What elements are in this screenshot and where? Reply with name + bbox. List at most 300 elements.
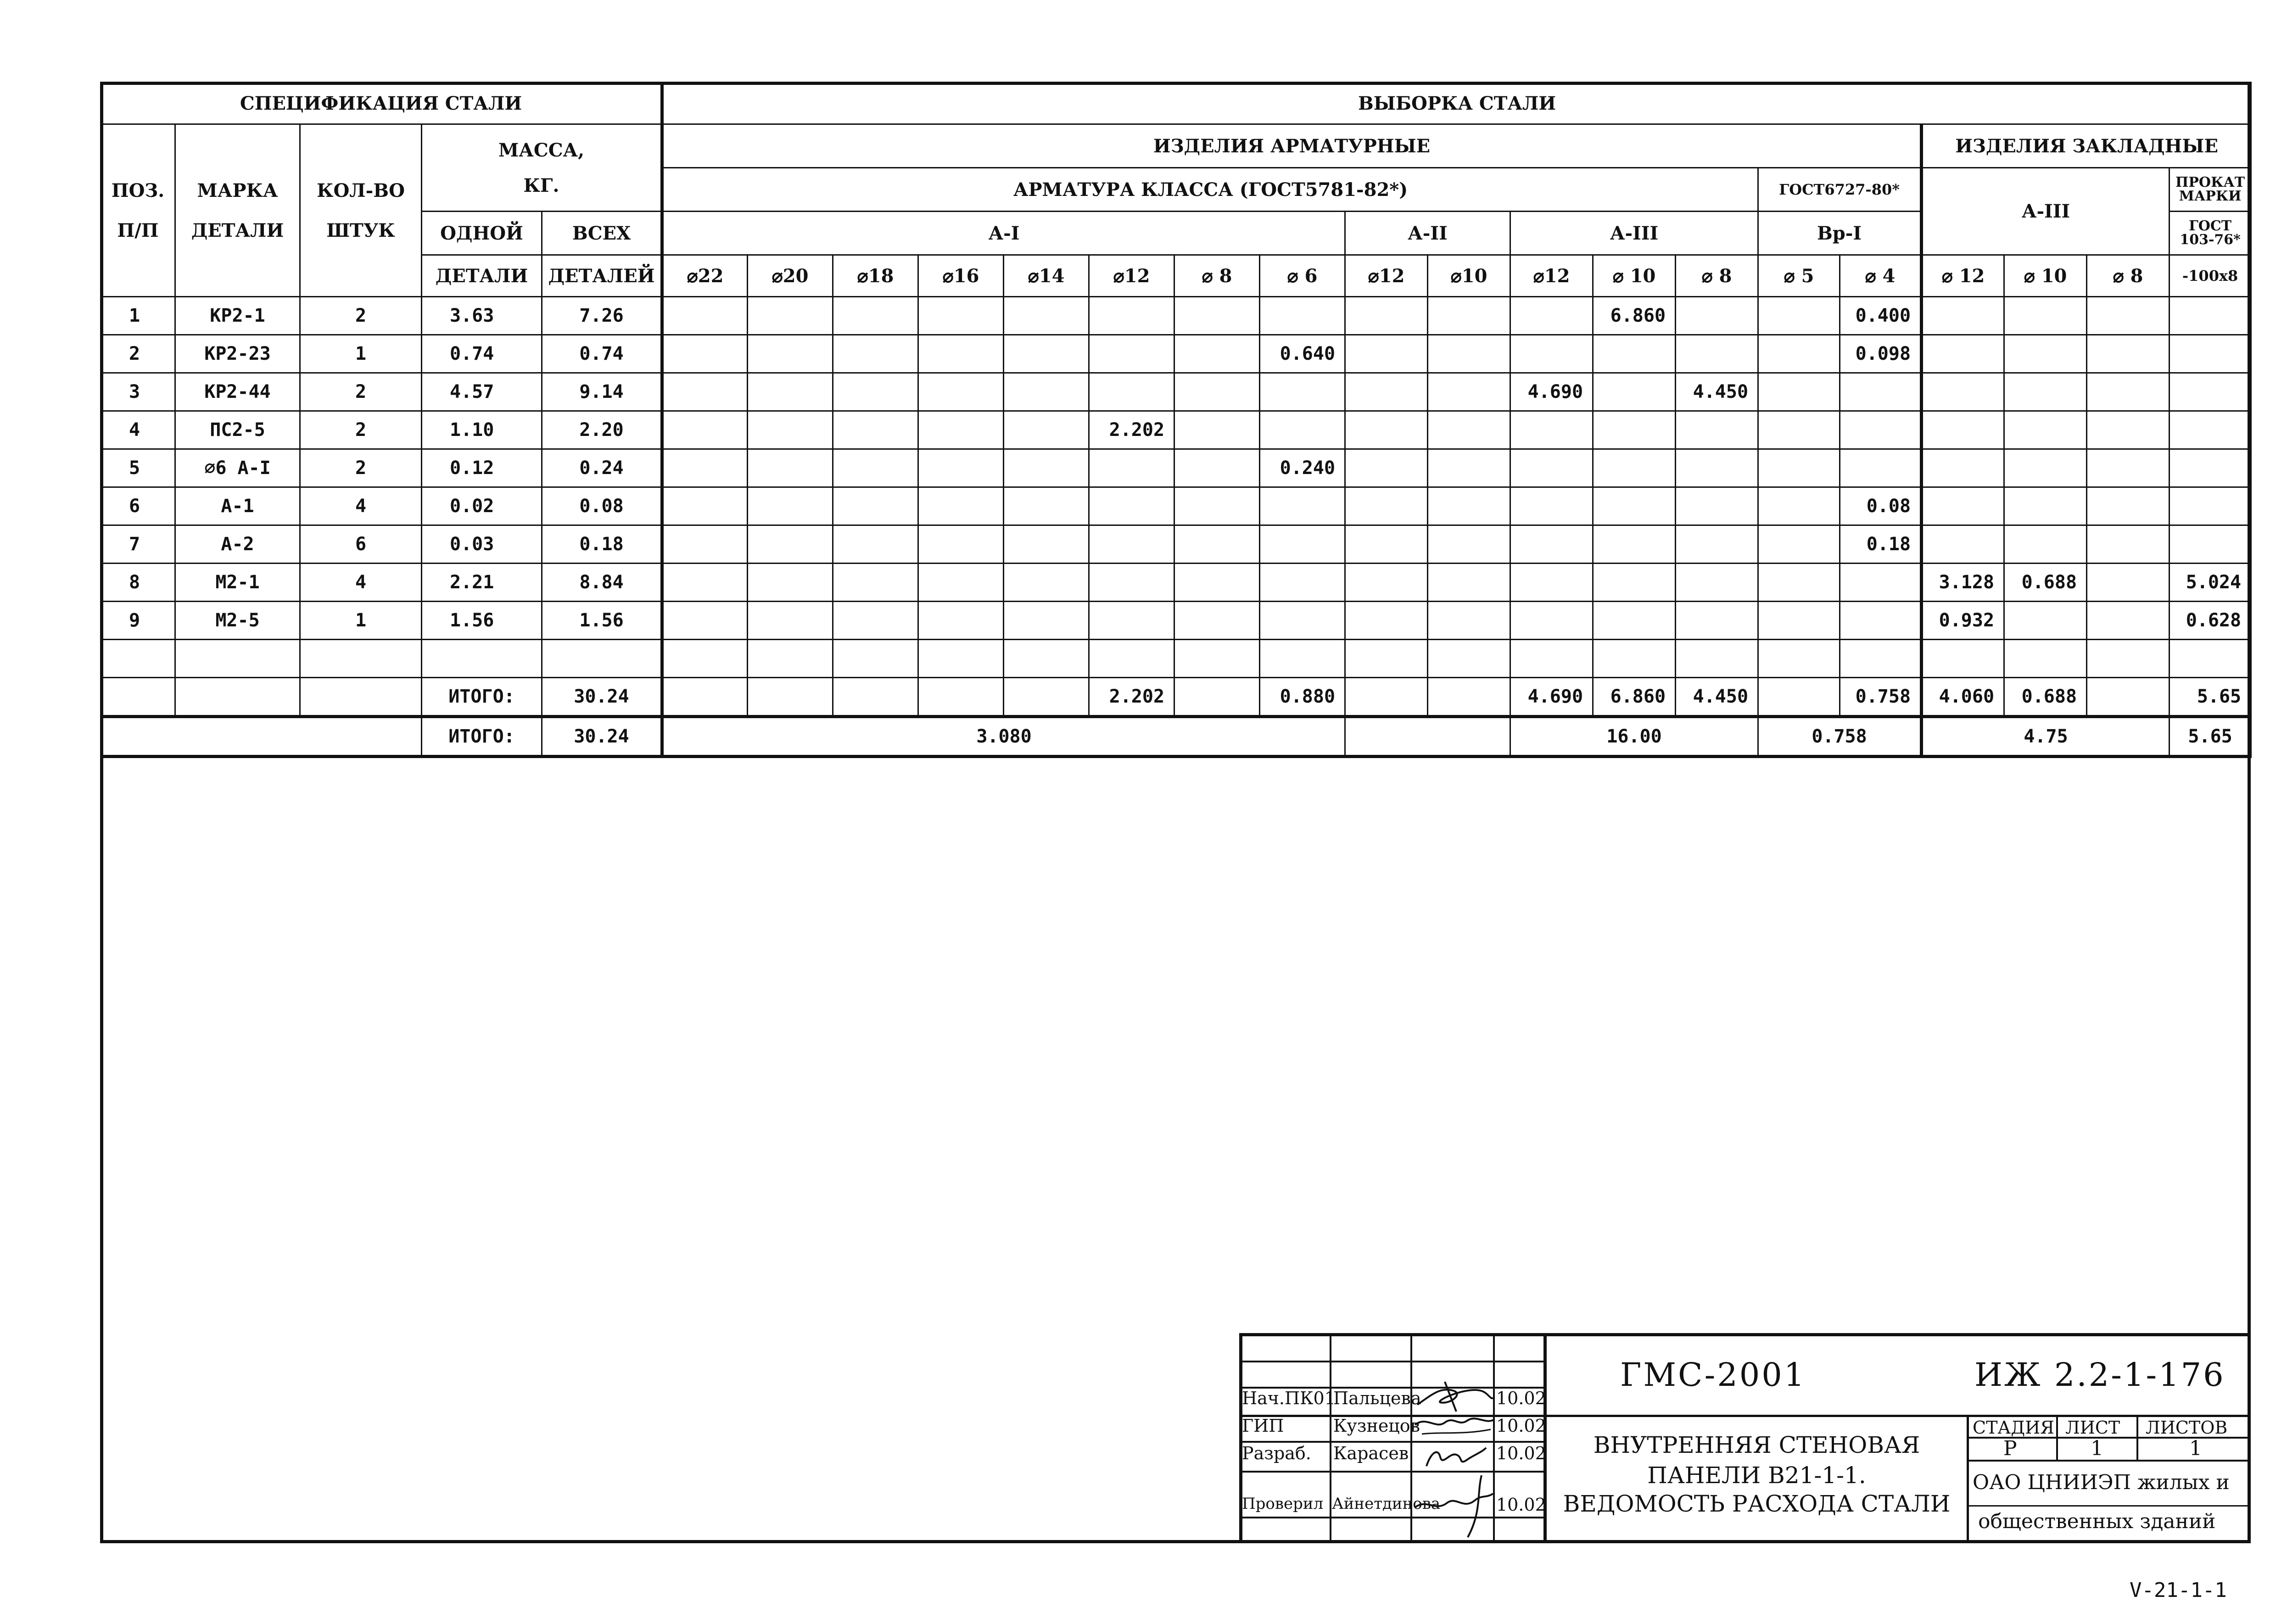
col-mark-line2: ДЕТАЛИ — [191, 219, 284, 241]
row-value — [1593, 602, 1676, 640]
row-value — [1345, 525, 1428, 564]
col-qty-header — [300, 124, 422, 297]
row-all-mass: 0.18 — [542, 525, 662, 564]
diameter-header: ⌀ 8 — [1174, 255, 1260, 297]
row-value: 0.628 — [2170, 602, 2251, 640]
table-row — [101, 640, 2251, 678]
grand-total-a3: 16.00 — [1510, 717, 1758, 757]
table-row — [101, 487, 2251, 525]
row-pos: 5 — [101, 449, 175, 487]
row-value — [2087, 411, 2170, 449]
row-value — [1922, 411, 2004, 449]
row-value — [1676, 411, 1758, 449]
col-mass-line2: КГ. — [523, 174, 559, 196]
col-mark-header — [175, 124, 300, 297]
signature-gip — [1413, 1406, 1495, 1443]
diameter-header: ⌀ 8 — [2087, 255, 2170, 297]
col-pos-line1: ПОЗ. — [111, 179, 165, 201]
diameter-header: ⌀20 — [748, 255, 833, 297]
row-value — [1840, 640, 1922, 678]
total-column-value — [662, 678, 748, 717]
row-value — [1004, 373, 1089, 411]
prokat-gost-line2: 103-76* — [2180, 232, 2241, 248]
row-value — [1510, 335, 1593, 373]
row-value — [1840, 602, 1922, 640]
stage-value: Р — [2003, 1437, 2017, 1460]
row-value — [1260, 373, 1345, 411]
row-value — [1510, 564, 1593, 602]
total-column-value — [1428, 678, 1510, 717]
row-value — [662, 487, 748, 525]
row-value — [748, 411, 833, 449]
total-empty — [101, 678, 175, 717]
row-value — [2087, 640, 2170, 678]
date-head: 10.02 — [1496, 1388, 1546, 1408]
row-value — [748, 335, 833, 373]
row-qty: 2 — [300, 411, 422, 449]
row-one-mass: 0.74 — [422, 335, 542, 373]
row-value — [662, 564, 748, 602]
diameter-header: ⌀ 12 — [1922, 255, 2004, 297]
row-value — [1345, 564, 1428, 602]
table-row — [101, 602, 2251, 640]
row-qty: 1 — [300, 602, 422, 640]
total-column-value: 2.202 — [1089, 678, 1174, 717]
row-pos: 1 — [101, 297, 175, 335]
diameter-header: ⌀18 — [833, 255, 918, 297]
total-column-value: 4.690 — [1510, 678, 1593, 717]
col-qty-line2: ШТУК — [326, 219, 395, 241]
row-value — [1089, 373, 1174, 411]
row-pos: 3 — [101, 373, 175, 411]
row-value — [662, 297, 748, 335]
row-value — [1922, 640, 2004, 678]
row-value: 0.688 — [2004, 564, 2087, 602]
gost6727-header: ГОСТ6727-80* — [1758, 168, 1922, 212]
row-one-mass: 3.63 — [422, 297, 542, 335]
row-value — [748, 602, 833, 640]
row-pos: 2 — [101, 335, 175, 373]
row-one-mass: 0.03 — [422, 525, 542, 564]
row-value — [2170, 487, 2251, 525]
row-value — [1922, 335, 2004, 373]
row-value — [1345, 449, 1428, 487]
total-row — [101, 678, 2251, 717]
row-value — [1345, 411, 1428, 449]
total-column-value: 4.060 — [1922, 678, 2004, 717]
row-value — [1593, 564, 1676, 602]
total-empty — [175, 678, 300, 717]
col-pos-line2: П/П — [117, 219, 159, 241]
row-pos — [101, 640, 175, 678]
row-value — [1174, 602, 1260, 640]
row-all-mass — [542, 640, 662, 678]
row-value — [1758, 640, 1840, 678]
grand-total-label: ИТОГО: — [422, 717, 542, 757]
row-all-mass: 7.26 — [542, 297, 662, 335]
prokat-gost-line1: ГОСТ — [2189, 218, 2232, 234]
diameter-header: ⌀10 — [1428, 255, 1510, 297]
diameter-header: ⌀22 — [662, 255, 748, 297]
row-value — [1004, 602, 1089, 640]
row-all-mass: 0.24 — [542, 449, 662, 487]
row-pos: 9 — [101, 602, 175, 640]
col-one-header: ОДНОЙ — [422, 212, 542, 255]
row-qty: 6 — [300, 525, 422, 564]
row-value — [2087, 373, 2170, 411]
row-value: 0.18 — [1840, 525, 1922, 564]
row-value — [1004, 564, 1089, 602]
row-value — [748, 487, 833, 525]
row-one-mass: 2.21 — [422, 564, 542, 602]
diameter-header: ⌀12 — [1510, 255, 1593, 297]
date-checker: 10.02 — [1496, 1495, 1546, 1515]
row-value — [1345, 335, 1428, 373]
row-value — [1676, 525, 1758, 564]
row-value — [1510, 297, 1593, 335]
row-value — [1758, 602, 1840, 640]
row-value — [1840, 564, 1922, 602]
row-value — [1510, 449, 1593, 487]
row-value — [1922, 487, 2004, 525]
row-value — [918, 487, 1004, 525]
row-qty: 2 — [300, 373, 422, 411]
row-value — [1758, 487, 1840, 525]
row-qty: 1 — [300, 335, 422, 373]
row-value — [1428, 487, 1510, 525]
row-value — [662, 640, 748, 678]
row-value — [2004, 525, 2087, 564]
row-value — [1260, 602, 1345, 640]
spec-title: СПЕЦИФИКАЦИЯ СТАЛИ — [101, 83, 662, 124]
row-value — [2087, 335, 2170, 373]
row-value — [1260, 640, 1345, 678]
row-all-mass: 9.14 — [542, 373, 662, 411]
diameter-header: ⌀16 — [918, 255, 1004, 297]
row-value — [2170, 449, 2251, 487]
row-value — [1758, 411, 1840, 449]
row-value — [1004, 487, 1089, 525]
col-mass-line1: МАССА, — [498, 139, 585, 161]
row-value — [1510, 411, 1593, 449]
name-checker: Айнетдинова — [1332, 1495, 1441, 1513]
table-row — [101, 449, 2251, 487]
sheet-value: 1 — [2091, 1437, 2103, 1460]
row-value — [1174, 640, 1260, 678]
prokat-line1: ПРОКАТ — [2175, 174, 2245, 190]
name-gip: Кузнецов — [1333, 1416, 1420, 1436]
row-value — [1004, 640, 1089, 678]
row-all-mass: 1.56 — [542, 602, 662, 640]
project-code: ГМС-2001 — [1620, 1356, 1806, 1394]
row-mark: ⌀6 А-I — [175, 449, 300, 487]
row-all-mass: 2.20 — [542, 411, 662, 449]
row-value — [833, 373, 918, 411]
row-value — [1004, 449, 1089, 487]
prokat-line2: МАРКИ — [2179, 188, 2242, 204]
row-value — [833, 297, 918, 335]
row-value — [1345, 640, 1428, 678]
row-value — [748, 525, 833, 564]
title-block — [1239, 1333, 2251, 1543]
row-qty: 2 — [300, 449, 422, 487]
row-value — [1593, 449, 1676, 487]
total-column-value: 0.880 — [1260, 678, 1345, 717]
row-mark: КР2-1 — [175, 297, 300, 335]
row-value — [1922, 449, 2004, 487]
row-value — [1593, 640, 1676, 678]
rebar-class-header: АРМАТУРА КЛАССА (ГОСТ5781-82*) — [662, 168, 1758, 212]
total-column-value — [1004, 678, 1089, 717]
diameter-header: ⌀ 6 — [1260, 255, 1345, 297]
row-value — [1510, 525, 1593, 564]
diameter-header: ⌀ 4 — [1840, 255, 1922, 297]
row-mark: А-2 — [175, 525, 300, 564]
row-value: 0.640 — [1260, 335, 1345, 373]
row-value — [748, 373, 833, 411]
col-pos-header — [101, 124, 175, 297]
row-value — [1758, 297, 1840, 335]
role-head: Нач.ПК01 — [1242, 1388, 1336, 1408]
sheets-label: ЛИСТОВ — [2146, 1418, 2228, 1438]
row-value — [833, 564, 918, 602]
row-value — [1345, 602, 1428, 640]
diameter-header: ⌀ 10 — [1593, 255, 1676, 297]
row-value — [1089, 335, 1174, 373]
prokat-header — [2170, 168, 2251, 212]
row-value — [1676, 602, 1758, 640]
row-value — [833, 602, 918, 640]
diameter-header: ⌀ 5 — [1758, 255, 1840, 297]
row-value — [662, 602, 748, 640]
diameter-header: -100x8 — [2170, 255, 2251, 297]
total-column-value: 0.688 — [2004, 678, 2087, 717]
row-value: 4.450 — [1676, 373, 1758, 411]
row-value — [748, 449, 833, 487]
document-code: ИЖ 2.2-1-176 — [1974, 1356, 2225, 1394]
class-bp1-header: Вр-I — [1758, 212, 1922, 255]
row-all-mass: 0.74 — [542, 335, 662, 373]
row-value — [918, 373, 1004, 411]
stage-label: СТАДИЯ — [1973, 1418, 2054, 1438]
row-value — [1593, 373, 1676, 411]
row-value — [1174, 564, 1260, 602]
row-value — [2170, 373, 2251, 411]
row-value — [1428, 335, 1510, 373]
col-one-header-2: ДЕТАЛИ — [422, 255, 542, 297]
col-mass-header — [422, 124, 662, 212]
row-value — [1174, 525, 1260, 564]
diameter-header: ⌀ 10 — [2004, 255, 2087, 297]
row-value — [2004, 487, 2087, 525]
row-value — [662, 411, 748, 449]
row-value — [2004, 411, 2087, 449]
row-value — [1428, 640, 1510, 678]
row-value — [2087, 564, 2170, 602]
row-value — [662, 335, 748, 373]
table-row — [101, 297, 2251, 335]
role-gip: ГИП — [1242, 1416, 1284, 1436]
row-value — [1260, 564, 1345, 602]
row-value — [1260, 525, 1345, 564]
drawing-title-line2: ПАНЕЛИ В21-1-1. — [1647, 1462, 1866, 1489]
row-value — [1922, 373, 2004, 411]
row-value: 3.128 — [1922, 564, 2004, 602]
sheets-value: 1 — [2189, 1437, 2202, 1460]
drawing-title-line1: ВНУТРЕННЯЯ СТЕНОВАЯ — [1593, 1432, 1920, 1458]
diameter-header: ⌀12 — [1089, 255, 1174, 297]
row-qty: 4 — [300, 564, 422, 602]
col-qty-line1: КОЛ-ВО — [317, 179, 405, 201]
row-value — [748, 297, 833, 335]
row-value — [1676, 449, 1758, 487]
diameter-header: ⌀ 8 — [1676, 255, 1758, 297]
total-column-value — [1174, 678, 1260, 717]
row-value — [918, 602, 1004, 640]
row-one-mass — [422, 640, 542, 678]
steel-spec-table — [100, 82, 2252, 758]
row-value — [1004, 297, 1089, 335]
row-value — [1510, 487, 1593, 525]
diameter-header: ⌀12 — [1345, 255, 1428, 297]
total-column-value: 6.860 — [1593, 678, 1676, 717]
col-all-header-2: ДЕТАЛЕЙ — [542, 255, 662, 297]
row-value — [2087, 525, 2170, 564]
row-value — [1676, 487, 1758, 525]
row-value — [1758, 449, 1840, 487]
row-value — [748, 640, 833, 678]
selection-title: ВЫБОРКА СТАЛИ — [662, 83, 2251, 124]
row-value — [833, 640, 918, 678]
row-value — [1428, 564, 1510, 602]
row-value — [1676, 297, 1758, 335]
total-column-value — [833, 678, 918, 717]
total-column-value — [2087, 678, 2170, 717]
signature-checker — [1413, 1471, 1504, 1540]
row-one-mass: 4.57 — [422, 373, 542, 411]
class-a1-header: А-I — [662, 212, 1345, 255]
row-value — [833, 487, 918, 525]
signature-developer — [1413, 1439, 1495, 1475]
row-value — [1676, 564, 1758, 602]
row-value — [1510, 602, 1593, 640]
row-qty: 4 — [300, 487, 422, 525]
row-value — [2087, 487, 2170, 525]
class-a3-header: А-III — [1510, 212, 1758, 255]
row-pos: 8 — [101, 564, 175, 602]
role-developer: Разраб. — [1242, 1443, 1311, 1463]
grand-total-embedded: 4.75 — [1922, 717, 2170, 757]
table-row — [101, 373, 2251, 411]
row-value — [2004, 297, 2087, 335]
row-value — [1593, 411, 1676, 449]
row-value — [1089, 525, 1174, 564]
row-value — [918, 525, 1004, 564]
organization-line1: ОАО ЦНИИЭП жилых и — [1973, 1471, 2230, 1494]
row-value — [1758, 564, 1840, 602]
row-value — [833, 411, 918, 449]
date-gip: 10.02 — [1496, 1416, 1546, 1436]
row-value — [918, 335, 1004, 373]
row-mark: КР2-44 — [175, 373, 300, 411]
row-value — [1922, 297, 2004, 335]
row-qty — [300, 640, 422, 678]
row-value — [1428, 525, 1510, 564]
row-value — [833, 335, 918, 373]
row-value — [662, 373, 748, 411]
grand-total-prokat: 5.65 — [2170, 717, 2251, 757]
row-value — [1174, 335, 1260, 373]
row-value — [1428, 373, 1510, 411]
row-value — [2087, 602, 2170, 640]
row-value — [1004, 525, 1089, 564]
row-pos: 4 — [101, 411, 175, 449]
row-value — [833, 449, 918, 487]
row-value — [1840, 373, 1922, 411]
col-all-header: ВСЕХ — [542, 212, 662, 255]
row-value: 0.098 — [1840, 335, 1922, 373]
row-mark: М2-1 — [175, 564, 300, 602]
total-column-value — [918, 678, 1004, 717]
diameter-header: ⌀14 — [1004, 255, 1089, 297]
row-value — [1260, 411, 1345, 449]
col-mark-line1: МАРКА — [197, 179, 278, 201]
row-value — [748, 564, 833, 602]
total-column-value: 0.758 — [1840, 678, 1922, 717]
date-developer: 10.02 — [1496, 1443, 1546, 1463]
row-value — [1922, 525, 2004, 564]
row-value — [2004, 640, 2087, 678]
row-one-mass: 0.12 — [422, 449, 542, 487]
row-value — [2087, 449, 2170, 487]
row-value — [1758, 373, 1840, 411]
sheet-label: ЛИСТ — [2065, 1418, 2120, 1438]
table-row — [101, 411, 2251, 449]
row-value — [2004, 373, 2087, 411]
row-value — [1510, 640, 1593, 678]
row-value — [1089, 487, 1174, 525]
row-value — [1174, 373, 1260, 411]
prokat-gost-header — [2170, 212, 2251, 255]
grand-total-row — [101, 717, 2251, 757]
row-value — [1260, 297, 1345, 335]
row-value: 0.08 — [1840, 487, 1922, 525]
row-value — [2170, 640, 2251, 678]
organization-line2: общественных зданий — [1978, 1510, 2216, 1533]
row-value: 5.024 — [2170, 564, 2251, 602]
total-column-value — [748, 678, 833, 717]
row-value: 0.240 — [1260, 449, 1345, 487]
row-all-mass: 8.84 — [542, 564, 662, 602]
name-head: Пальцева — [1333, 1388, 1421, 1408]
row-one-mass: 1.56 — [422, 602, 542, 640]
row-value: 0.400 — [1840, 297, 1922, 335]
rebar-products-header: ИЗДЕЛИЯ АРМАТУРНЫЕ — [662, 124, 1922, 168]
grand-total-value: 30.24 — [542, 717, 662, 757]
row-value — [2170, 411, 2251, 449]
total-empty — [300, 678, 422, 717]
row-value — [2170, 335, 2251, 373]
row-value: 4.690 — [1510, 373, 1593, 411]
row-value — [1593, 525, 1676, 564]
row-value: 6.860 — [1593, 297, 1676, 335]
row-value — [1174, 487, 1260, 525]
row-value — [1840, 449, 1922, 487]
grand-total-a2 — [1345, 717, 1510, 757]
row-value — [2004, 602, 2087, 640]
row-value — [1260, 487, 1345, 525]
row-value — [1428, 411, 1510, 449]
